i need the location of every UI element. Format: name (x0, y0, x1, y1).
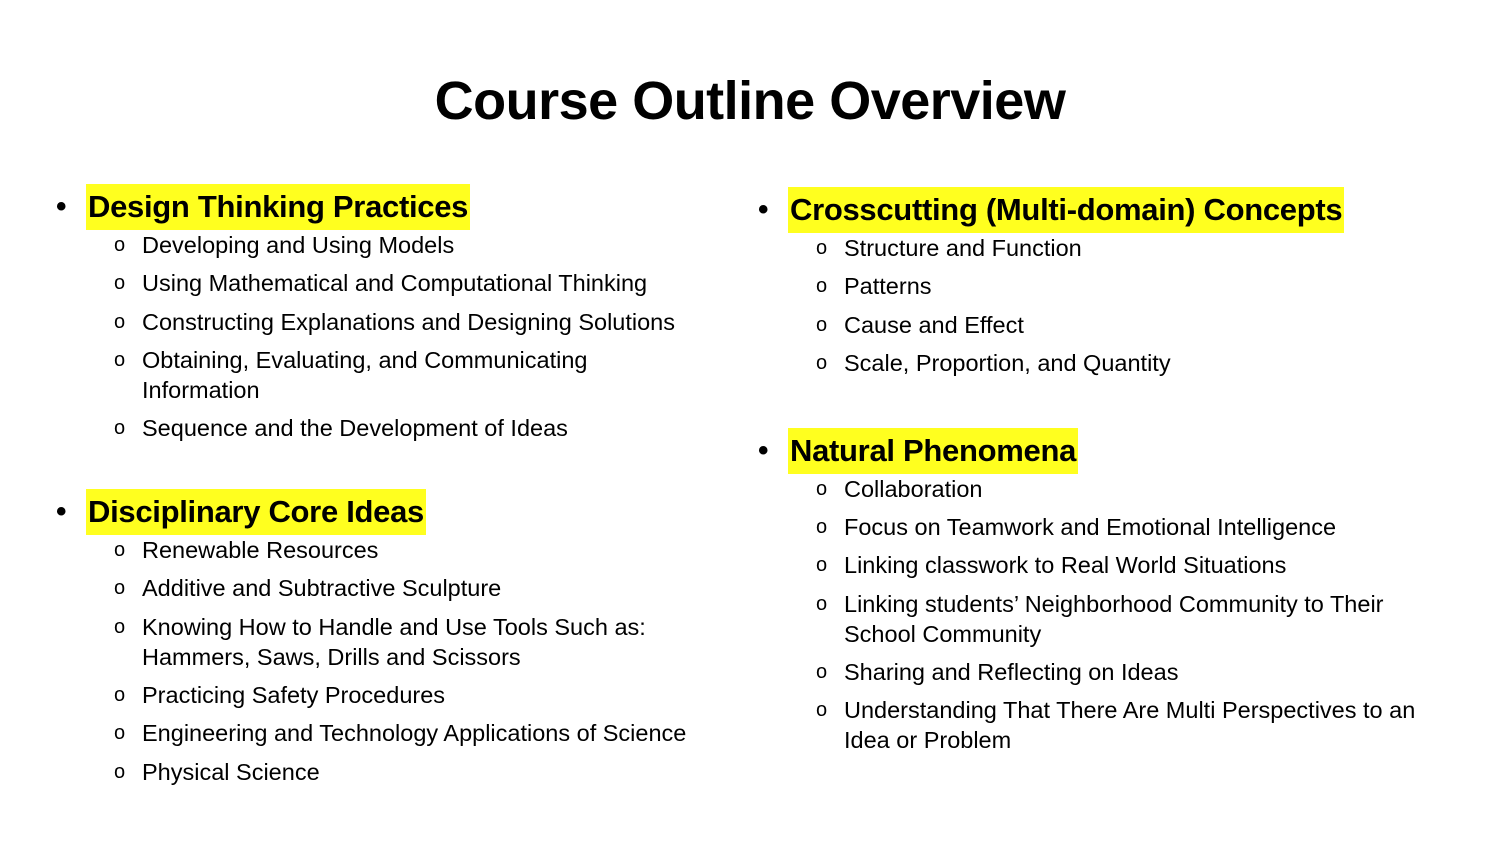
list-item (114, 307, 746, 337)
list-item (114, 345, 746, 405)
circle-bullet-icon: o (816, 351, 828, 374)
list-item (816, 657, 1458, 687)
sub-list (56, 535, 746, 786)
circle-bullet-icon: o (114, 722, 126, 745)
circle-bullet-icon: o (816, 516, 828, 539)
section-heading: Design Thinking Practices (86, 184, 470, 230)
sub-list (758, 474, 1458, 755)
list-item-text: Using Mathematical and Computational Thinking (142, 270, 648, 297)
list-item-text: Linking classwork to Real World Situations (844, 552, 1287, 579)
section-heading: Crosscutting (Multi-domain) Concepts (788, 187, 1344, 233)
section-heading: Natural Phenomena (788, 428, 1078, 474)
list-item-text: Understanding That There Are Multi Perspectives to an Idea or Problem (844, 697, 1416, 754)
list-item-text: Sharing and Reflecting on Ideas (844, 659, 1179, 686)
circle-bullet-icon: o (114, 348, 126, 371)
circle-bullet-icon: o (114, 615, 126, 638)
section-disciplinary-core-ideas (56, 489, 746, 786)
circle-bullet-icon: o (816, 477, 828, 500)
section-design-thinking-practices (56, 184, 746, 443)
circle-bullet-icon: o (114, 234, 126, 256)
list-item (114, 718, 746, 748)
list-item (816, 233, 1458, 263)
circle-bullet-icon: o (816, 237, 828, 259)
section-heading-row (56, 489, 746, 535)
section-crosscutting-concepts (758, 187, 1458, 378)
left-column (56, 184, 746, 795)
slide-title: Course Outline Overview (434, 71, 1066, 131)
list-item (114, 230, 746, 260)
circle-bullet-icon: o (816, 592, 828, 615)
list-item-text: Additive and Subtractive Sculpture (142, 575, 502, 602)
circle-bullet-icon: o (114, 272, 126, 295)
list-item-text: Sequence and the Development of Ideas (142, 415, 568, 442)
list-item-text: Obtaining, Evaluating, and Communicating Information (142, 346, 588, 403)
list-item (114, 612, 746, 672)
list-item (816, 512, 1458, 542)
list-item (816, 695, 1458, 755)
list-item-text: Renewable Resources (142, 537, 379, 564)
circle-bullet-icon: o (816, 313, 828, 336)
list-item (816, 474, 1458, 504)
list-item-text: Engineering and Technology Applications of Science (142, 720, 687, 747)
circle-bullet-icon: o (816, 699, 828, 722)
circle-bullet-icon: o (114, 310, 126, 333)
bullet-icon: • (758, 433, 769, 467)
section-natural-phenomena (758, 428, 1458, 755)
bullet-icon: • (56, 190, 67, 223)
list-item (816, 550, 1458, 580)
list-item-text: Physical Science (142, 758, 320, 785)
list-item (114, 680, 746, 710)
circle-bullet-icon: o (114, 417, 126, 440)
list-item-text: Cause and Effect (844, 311, 1024, 338)
list-item (816, 589, 1458, 649)
list-item-text: Collaboration (844, 475, 983, 502)
section-heading-row (56, 184, 746, 230)
circle-bullet-icon: o (114, 577, 126, 600)
list-item-text: Scale, Proportion, and Quantity (844, 349, 1171, 376)
list-item-text: Linking students’ Neighborhood Community to Their School Community (844, 590, 1384, 647)
circle-bullet-icon: o (114, 539, 126, 562)
section-heading-row (758, 428, 1458, 474)
section-heading: Disciplinary Core Ideas (86, 489, 426, 535)
circle-bullet-icon: o (816, 275, 828, 298)
bullet-icon: • (758, 193, 769, 226)
list-item (114, 757, 746, 787)
list-item (816, 348, 1458, 378)
list-item-text: Practicing Safety Procedures (142, 682, 446, 709)
circle-bullet-icon: o (114, 684, 126, 707)
right-column (758, 187, 1458, 764)
list-item-text: Focus on Teamwork and Emotional Intelligence (844, 514, 1337, 541)
list-item-text: Constructing Explanations and Designing Solutions (142, 308, 675, 335)
list-item-text: Knowing How to Handle and Use Tools Such as: Hammers, Saws, Drills and Scissors (142, 613, 646, 670)
bullet-icon: • (56, 495, 67, 529)
circle-bullet-icon: o (816, 661, 828, 684)
list-item (114, 573, 746, 603)
circle-bullet-icon: o (114, 760, 126, 783)
sub-list (758, 233, 1458, 378)
list-item-text: Patterns (844, 273, 932, 300)
list-item (816, 271, 1458, 301)
circle-bullet-icon: o (816, 554, 828, 577)
list-item (816, 310, 1458, 340)
sub-list (56, 230, 746, 443)
list-item-text: Structure and Function (844, 235, 1082, 261)
section-heading-row (758, 187, 1458, 233)
list-item (114, 535, 746, 565)
list-item (114, 413, 746, 443)
list-item (114, 268, 746, 298)
list-item-text: Developing and Using Models (142, 232, 455, 258)
